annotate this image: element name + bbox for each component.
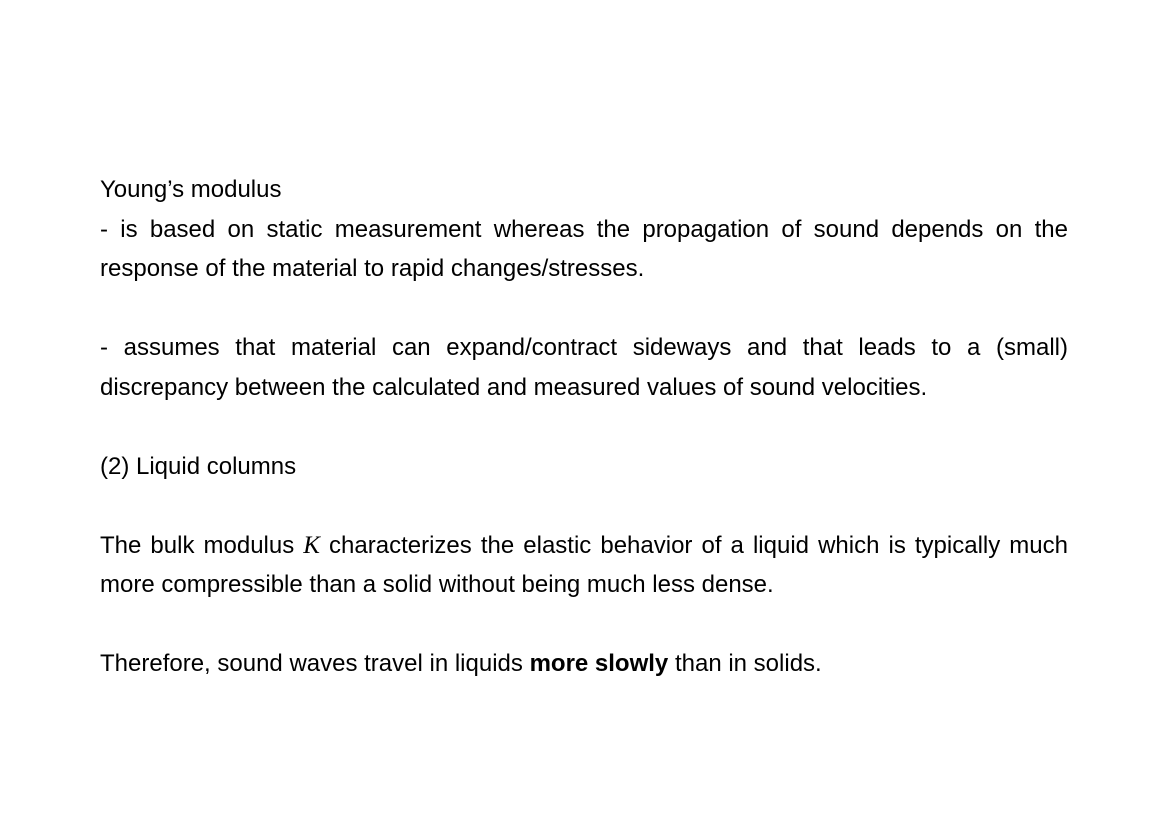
document-page — [100, 170, 1068, 684]
bulk-modulus-symbol: K — [303, 531, 320, 559]
bulk-modulus-paragraph — [100, 526, 1068, 605]
conclusion-text-before: Therefore, sound waves travel in liquids — [100, 650, 530, 677]
bulk-text-before: The bulk modulus — [100, 531, 304, 559]
conclusion-paragraph — [100, 644, 1068, 684]
young-modulus-heading: Young’s modulus — [100, 176, 282, 203]
young-static-measurement-point: - is based on static measurement whereas the propagation of sound depends on the response of the material to rapid changes/stresses. — [100, 215, 1068, 282]
paragraph-spacer — [100, 407, 1068, 447]
bulk-text-after: characterizes the elastic behavior of a liquid which is typically much more compressible than a solid without being much less dense. — [100, 531, 1068, 598]
paragraph-spacer — [100, 486, 1068, 526]
conclusion-emphasis: more slowly — [529, 650, 669, 677]
young-sideways-expansion-point: - assumes that material can expand/contract sideways and that leads to a (small) discrepancy between the calculated and measured values of sound velocities. — [100, 334, 1068, 401]
conclusion-text-after: than in solids. — [668, 650, 822, 677]
liquid-columns-section-title: (2) Liquid columns — [100, 452, 297, 480]
paragraph-spacer — [100, 289, 1068, 329]
paragraph-spacer — [100, 605, 1068, 645]
